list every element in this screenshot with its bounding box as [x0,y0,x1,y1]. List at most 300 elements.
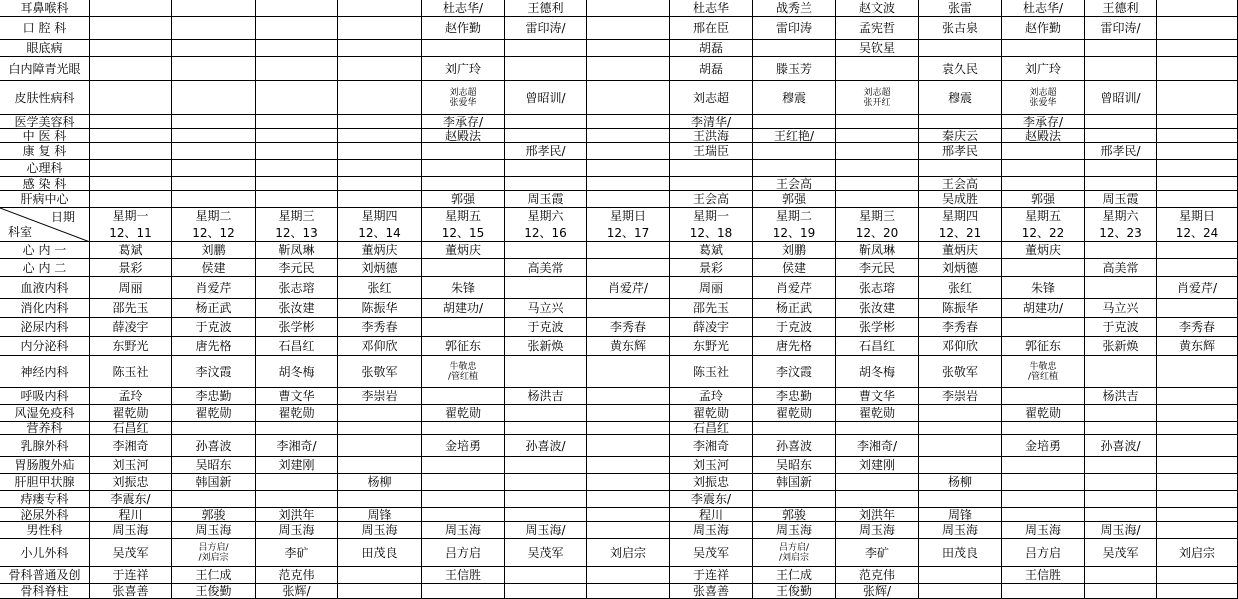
schedule-cell: 郭骏 [753,508,836,522]
department-label: 医学美容科 [0,115,90,129]
table-row [0,0,1238,17]
department-label: 泌尿内科 [0,318,90,337]
schedule-cell [1157,405,1238,422]
date-label: 12、11 [109,225,152,240]
schedule-cell [753,143,836,160]
schedule-cell: 翟乾勋 [90,405,172,422]
schedule-cell [90,177,172,191]
date-label: 12、15 [441,225,485,240]
department-label: 耳鼻喉科 [0,0,90,17]
day-header [338,208,422,242]
table-row [0,242,1238,259]
schedule-cell [1085,129,1157,143]
schedule-cell [172,422,256,435]
schedule-cell [919,584,1002,599]
schedule-cell: 范克伟 [256,567,338,584]
schedule-cell [919,567,1002,584]
schedule-cell: 孟玲 [90,388,172,405]
schedule-cell: 于克波 [505,318,587,337]
weekday-label: 星期一 [692,209,729,224]
schedule-cell: 胡建功/ [1002,299,1085,318]
schedule-cell: 周玉海 [90,522,172,539]
schedule-cell [1157,129,1238,143]
table-row [0,40,1238,57]
schedule-cell [587,457,670,474]
schedule-cell: 赵殿法 [1002,129,1085,143]
department-label: 肝病中心 [0,191,90,208]
schedule-cell [172,40,256,57]
schedule-cell: 杨柳 [919,474,1002,491]
schedule-cell [422,143,505,160]
schedule-cell [256,491,338,508]
schedule-cell: 郭强 [753,191,836,208]
table-row [0,474,1238,491]
schedule-cell: 邢孝民/ [1085,143,1157,160]
schedule-cell: 周丽 [90,277,172,299]
schedule-cell: 吴成胜 [919,191,1002,208]
schedule-cell [338,405,422,422]
schedule-cell: 刘鹏 [753,242,836,259]
schedule-cell: 金培勇 [1002,435,1085,457]
schedule-cell: 张红 [919,277,1002,299]
schedule-cell: 李忠勤 [753,388,836,405]
day-header [670,208,753,242]
schedule-cell: 金培勇 [422,435,505,457]
day-header [422,208,505,242]
schedule-cell: 孙喜波 [753,435,836,457]
schedule-cell [919,491,1002,508]
schedule-cell: 曹文华 [836,388,919,405]
schedule-cell [587,491,670,508]
table-row [0,491,1238,508]
schedule-cell: 刘志超 张爱华 [1002,81,1085,115]
schedule-cell: 周玉海 [753,522,836,539]
schedule-cell: 于克波 [1085,318,1157,337]
schedule-cell [172,177,256,191]
schedule-cell [1085,160,1157,177]
table-row [0,191,1238,208]
schedule-cell [836,422,919,435]
table-row [0,160,1238,177]
schedule-cell: 李湘奇/ [836,435,919,457]
schedule-cell [505,115,587,129]
schedule-cell [1157,259,1238,277]
schedule-cell [256,474,338,491]
schedule-cell: 侯建 [753,259,836,277]
schedule-cell: 王信胜 [1002,567,1085,584]
day-header [90,208,172,242]
schedule-cell [836,115,919,129]
corner-dept-label: 科室 [8,225,33,239]
date-label: 12、19 [772,225,816,240]
schedule-cell: 孟玲 [670,388,753,405]
schedule-cell [338,129,422,143]
schedule-cell [505,405,587,422]
schedule-cell [338,191,422,208]
schedule-cell [1085,40,1157,57]
day-header [1085,208,1157,242]
schedule-cell: 曾昭训/ [1085,81,1157,115]
table-row [0,388,1238,405]
schedule-cell [1157,491,1238,508]
schedule-cell [587,57,670,81]
schedule-cell: 吴茂军 [505,539,587,567]
schedule-cell: 邢在臣 [670,17,753,40]
schedule-cell: 张学彬 [836,318,919,337]
schedule-cell: 李承存/ [1002,115,1085,129]
schedule-cell: 王会高 [753,177,836,191]
schedule-cell: 李清华/ [670,115,753,129]
schedule-cell [505,242,587,259]
schedule-cell: 胡磊 [670,57,753,81]
schedule-cell: 朱锋 [1002,277,1085,299]
schedule-cell [753,115,836,129]
schedule-cell [919,422,1002,435]
schedule-cell: 张新焕 [1085,337,1157,356]
schedule-cell [587,40,670,57]
schedule-cell [338,422,422,435]
schedule-cell [90,17,172,40]
schedule-cell [256,160,338,177]
schedule-cell: 曾昭训/ [505,81,587,115]
schedule-cell: 李湘奇/ [256,435,338,457]
schedule-cell [919,40,1002,57]
schedule-cell: 张古泉 [919,17,1002,40]
table-row [0,259,1238,277]
schedule-cell: 邢孝民/ [505,143,587,160]
schedule-cell [172,17,256,40]
schedule-cell: 刘志超 [670,81,753,115]
schedule-cell: 李秀春 [338,318,422,337]
schedule-cell: 李矿 [256,539,338,567]
schedule-cell: 董炳庆 [338,242,422,259]
schedule-cell [1085,508,1157,522]
schedule-cell: 靳凤琳 [256,242,338,259]
schedule-cell: 李崇岩 [919,388,1002,405]
department-label: 中 医 科 [0,129,90,143]
weekday-label: 星期日 [1178,209,1215,224]
schedule-cell: 李湘奇 [670,435,753,457]
schedule-cell: 杨正武 [753,299,836,318]
schedule-cell [587,299,670,318]
schedule-cell: 袁久民 [919,57,1002,81]
schedule-cell [919,457,1002,474]
table-row [0,177,1238,191]
schedule-cell: 刘建刚 [256,457,338,474]
schedule-cell [1085,242,1157,259]
schedule-cell [1157,160,1238,177]
schedule-cell: 牛敬忠 /管红植 [422,356,505,388]
schedule-cell: 牛敬忠 /管红植 [1002,356,1085,388]
schedule-cell: 薛凌宇 [670,318,753,337]
schedule-cell: 王会高 [919,177,1002,191]
table-row [0,422,1238,435]
schedule-cell: 周锋 [338,508,422,522]
schedule-cell: 吴茂军 [670,539,753,567]
schedule-cell [587,567,670,584]
schedule-cell [422,259,505,277]
header-row [0,208,1238,242]
schedule-cell: 周玉海 [172,522,256,539]
schedule-cell [338,584,422,599]
schedule-cell: 张辉/ [256,584,338,599]
schedule-cell: 赵殿法 [422,129,505,143]
schedule-cell: 韩国新 [172,474,256,491]
schedule-cell [1002,143,1085,160]
weekday-label: 星期三 [858,209,895,224]
schedule-cell: 肖爱芹/ [587,277,670,299]
schedule-cell [1002,259,1085,277]
department-label: 神经内科 [0,356,90,388]
schedule-cell [1002,318,1085,337]
department-label: 胃肠腹外疝 [0,457,90,474]
date-label: 12、18 [689,225,733,240]
schedule-cell [1002,491,1085,508]
day-header [587,208,670,242]
schedule-cell: 穆震 [919,81,1002,115]
schedule-cell: 于连祥 [670,567,753,584]
department-label: 营养科 [0,422,90,435]
schedule-cell [172,57,256,81]
schedule-cell [1157,584,1238,599]
schedule-cell [1157,388,1238,405]
department-label: 白内障青光眼 [0,57,90,81]
schedule-cell [505,57,587,81]
schedule-cell [338,40,422,57]
schedule-cell [836,57,919,81]
schedule-cell: 黄东辉 [1157,337,1238,356]
schedule-cell: 周玉海 [338,522,422,539]
department-label: 眼底病 [0,40,90,57]
schedule-cell: 陈振华 [338,299,422,318]
schedule-cell [90,115,172,129]
table-row [0,115,1238,129]
schedule-cell: 郭强 [422,191,505,208]
schedule-cell: 刘建刚 [836,457,919,474]
schedule-cell [919,115,1002,129]
table-row [0,81,1238,115]
schedule-cell: 张雷 [919,0,1002,17]
schedule-cell [422,457,505,474]
schedule-cell [338,81,422,115]
schedule-cell [753,40,836,57]
schedule-cell: 王信胜 [422,567,505,584]
corner-date-label: 日期 [50,210,75,224]
schedule-cell [172,491,256,508]
schedule-cell [1157,81,1238,115]
schedule-cell: 周玉海 [1002,522,1085,539]
department-label: 口 腔 科 [0,17,90,40]
schedule-cell [1085,567,1157,584]
schedule-cell: 周玉海 [919,522,1002,539]
schedule-cell [1157,177,1238,191]
schedule-cell: 刘广玲 [1002,57,1085,81]
schedule-cell: 杨洪吉 [505,388,587,405]
schedule-cell: 张敬军 [919,356,1002,388]
schedule-cell: 张辉/ [836,584,919,599]
schedule-cell [1085,177,1157,191]
schedule-cell: 刘玉河 [670,457,753,474]
schedule-cell: 王德利 [505,0,587,17]
table-row [0,567,1238,584]
schedule-cell [587,259,670,277]
schedule-cell: 滕玉芳 [753,57,836,81]
schedule-cell: 董炳庆 [919,242,1002,259]
schedule-cell [1157,115,1238,129]
schedule-cell: 吕方启/ /刘启宗 [172,539,256,567]
department-label: 小儿外科 [0,539,90,567]
department-label: 消化内科 [0,299,90,318]
schedule-cell: 郭骏 [172,508,256,522]
schedule-cell: 刘志超 张爱华 [422,81,505,115]
schedule-cell: 刘鹏 [172,242,256,259]
schedule-cell: 李秀春 [919,318,1002,337]
schedule-cell: 张学彬 [256,318,338,337]
schedule-cell [587,115,670,129]
schedule-cell: 李汶霞 [753,356,836,388]
weekday-label: 星期五 [444,209,481,224]
schedule-cell [505,508,587,522]
schedule-cell [1002,508,1085,522]
schedule-cell [422,177,505,191]
schedule-cell [587,356,670,388]
schedule-cell: 刘洪年 [836,508,919,522]
schedule-cell [256,81,338,115]
schedule-cell [836,129,919,143]
schedule-cell: 周丽 [670,277,753,299]
schedule-cell: 刘振忠 [670,474,753,491]
table-row [0,17,1238,40]
schedule-cell: 陈玉社 [90,356,172,388]
schedule-cell: 郭征东 [422,337,505,356]
schedule-cell [505,160,587,177]
schedule-cell: 马立兴 [1085,299,1157,318]
weekday-label: 星期二 [195,209,232,224]
schedule-cell: 赵作勤 [1002,17,1085,40]
schedule-cell [753,160,836,177]
date-label: 12、20 [855,225,899,240]
schedule-cell [919,435,1002,457]
schedule-cell [256,115,338,129]
schedule-cell: 雷印涛 [753,17,836,40]
schedule-cell [1157,299,1238,318]
table-row [0,143,1238,160]
schedule-cell [587,508,670,522]
schedule-cell [1002,422,1085,435]
schedule-cell [670,160,753,177]
schedule-cell [753,491,836,508]
schedule-cell [90,191,172,208]
schedule-cell [422,40,505,57]
schedule-cell: 田茂良 [919,539,1002,567]
schedule-cell: 李元民 [836,259,919,277]
day-header [753,208,836,242]
schedule-cell [256,177,338,191]
schedule-cell [422,508,505,522]
schedule-cell [1002,160,1085,177]
schedule-cell: 黄东辉 [587,337,670,356]
weekday-label: 星期一 [112,209,149,224]
schedule-cell: 杨正武 [172,299,256,318]
schedule-cell: 吴昭东 [172,457,256,474]
schedule-cell: 王红艳/ [753,129,836,143]
weekday-label: 星期三 [278,209,315,224]
schedule-cell: 李秀春 [587,318,670,337]
schedule-cell: 葛斌 [90,242,172,259]
schedule-cell [587,522,670,539]
table-row [0,522,1238,539]
schedule-cell: 薛凌宇 [90,318,172,337]
schedule-cell: 翟乾勋 [172,405,256,422]
schedule-cell [836,160,919,177]
schedule-cell: 王仁成 [172,567,256,584]
schedule-cell [836,474,919,491]
schedule-cell [670,177,753,191]
table-row [0,277,1238,299]
schedule-cell: 王洪海 [670,129,753,143]
schedule-cell: 王德利 [1085,0,1157,17]
schedule-cell [505,584,587,599]
schedule-cell: 韩国新 [753,474,836,491]
table-row [0,539,1238,567]
weekday-label: 星期六 [1102,209,1139,224]
schedule-cell [90,143,172,160]
schedule-cell: 李元民 [256,259,338,277]
department-label: 皮肤性病科 [0,81,90,115]
schedule-cell [1157,474,1238,491]
schedule-cell: 穆震 [753,81,836,115]
schedule-cell [256,143,338,160]
schedule-cell [1002,584,1085,599]
schedule-cell [422,491,505,508]
date-label: 12、23 [1099,225,1142,240]
schedule-cell [338,435,422,457]
date-label: 12、24 [1175,225,1219,240]
schedule-cell [422,388,505,405]
schedule-cell: 周玉霞 [1085,191,1157,208]
schedule-cell [1157,567,1238,584]
schedule-cell [338,457,422,474]
table-row [0,129,1238,143]
schedule-cell [836,143,919,160]
schedule-cell: 田茂良 [338,539,422,567]
date-label: 12、14 [358,225,401,240]
schedule-cell: 高美常 [1085,259,1157,277]
schedule-cell: 邢孝民 [919,143,1002,160]
schedule-cell [505,277,587,299]
weekday-label: 星期二 [775,209,812,224]
schedule-cell [256,40,338,57]
schedule-cell [338,491,422,508]
schedule-cell: 杜志华 [670,0,753,17]
department-label: 呼吸内科 [0,388,90,405]
schedule-cell [256,17,338,40]
schedule-cell [172,160,256,177]
schedule-cell [1157,40,1238,57]
schedule-cell: 战秀兰 [753,0,836,17]
schedule-cell [587,81,670,115]
schedule-cell: 赵文波 [836,0,919,17]
schedule-cell [1157,508,1238,522]
schedule-cell [1085,584,1157,599]
department-label: 男性科 [0,522,90,539]
schedule-cell [1085,115,1157,129]
schedule-cell: 翟乾勋 [1002,405,1085,422]
day-header [919,208,1002,242]
schedule-cell: 李湘奇 [90,435,172,457]
schedule-cell [587,405,670,422]
schedule-cell: 周玉海/ [505,522,587,539]
